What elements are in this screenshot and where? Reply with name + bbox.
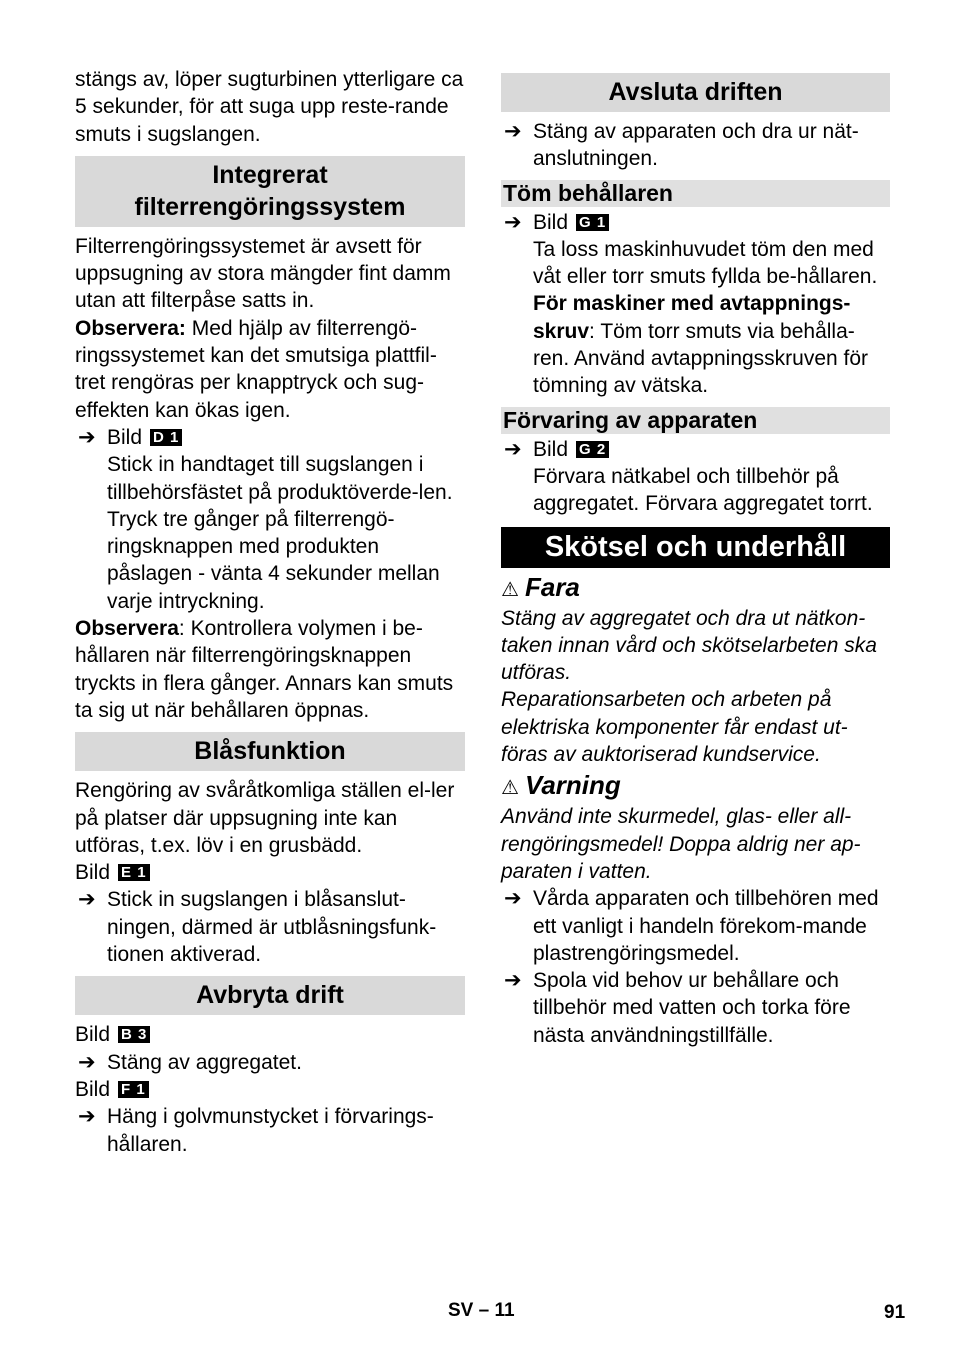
drain-screw-text <box>501 290 890 399</box>
figure-badge-d1: D 1 <box>150 429 182 446</box>
figure-badge-g2: G 2 <box>576 441 609 458</box>
note-label: Observera <box>75 617 179 641</box>
arrow-right-icon: ➔ <box>504 969 522 993</box>
bullet-text: Häng i golvmunstycket i förvarings-hållaren. <box>107 1105 434 1156</box>
filter-description: Filterrengöringssystemet är avsett för uppsugning av stora mängder fint damm utan att filterpåse satts in. <box>75 234 451 313</box>
warning-title: Varning <box>524 770 621 801</box>
warning-triangle-icon: ⚠ <box>501 777 519 800</box>
right-column <box>501 63 890 1049</box>
left-column <box>75 66 465 1158</box>
arrow-right-icon: ➔ <box>504 210 522 234</box>
subheading-storage: Förvaring av apparaten <box>501 407 890 434</box>
filter-note <box>75 315 465 424</box>
note-label: Observera: <box>75 316 186 340</box>
filter-note-2 <box>75 615 465 724</box>
storage-text: Förvara nätkabel och tillbehör på aggregatet. Förvara aggregatet torrt. <box>533 464 873 516</box>
arrow-right-icon: ➔ <box>504 887 522 911</box>
arrow-right-icon: ➔ <box>78 1105 96 1129</box>
bild-d1-text: Stick in handtaget till sugslangen i tillbehörsfästet på produktöverde-len. Tryck tre gånger på filterrengö-ringsknappen med produkten påslagen - vänta 4 sekunder mellan varje intryckning. <box>107 453 453 613</box>
intro-paragraph: stängs av, löper sugturbinen ytterligare ca 5 sekunder, för att suga upp reste-rande smuts i sugslangen. <box>75 68 464 146</box>
danger-heading <box>501 572 890 605</box>
figure-badge-g1: G 1 <box>576 214 609 231</box>
bullet-text: Stäng av aggregatet. <box>107 1050 302 1074</box>
bullet-text: Stick in sugslangen i blåsanslut-ningen, därmed är utblåsningsfunk-tionen aktiverad. <box>107 888 437 967</box>
bild-d1-item <box>75 424 465 451</box>
warning-heading <box>501 770 890 803</box>
bullet-text: Stäng av apparaten och dra ur nät-anslutningen. <box>533 120 859 171</box>
danger-text-2: Reparationsarbeten och arbeten på elektriska komponenter får endast ut-föras av auktoriserad kundservice. <box>501 688 848 767</box>
bullet-text: Spola vid behov ur behållare och tillbehör med vatten och torka före nästa användningstillfälle. <box>533 969 851 1047</box>
section-heading-blow-function: Blåsfunktion <box>75 732 465 771</box>
bild-g2-item <box>501 436 890 463</box>
note-text: : Kontrollera volymen i be-hållaren när filterrengöringsknappen tryckts in flera gånger. Annars kan smuts ta sig ut när behållaren öppnas. <box>75 617 454 722</box>
figure-badge-f1: F 1 <box>118 1081 149 1098</box>
bild-label: Bild <box>107 425 143 449</box>
arrow-right-icon: ➔ <box>78 425 96 449</box>
bullet-text: Vårda apparaten och tillbehören med ett vanligt i handeln förekom-mande plastrengöringsmedel. <box>533 887 879 965</box>
footer-section-page: SV – 11 <box>448 1300 515 1321</box>
bild-b3-line <box>75 1021 465 1048</box>
bild-label: Bild <box>75 1077 111 1101</box>
arrow-right-icon: ➔ <box>504 120 522 143</box>
empty-container-text: Ta loss maskinhuvudet töm den med våt eller torr smuts fyllda be-hållaren. <box>533 237 878 289</box>
section-heading-interrupt-operation: Avbryta drift <box>75 976 465 1015</box>
arrow-right-icon: ➔ <box>504 437 522 461</box>
section-heading-filter-cleaning: Integrerat filterrengöringssystem <box>75 156 465 227</box>
warning-triangle-icon: ⚠ <box>501 578 519 601</box>
drain-screw-desc: : Töm torr smuts via behålla-ren. Använd avtappningsskruven för tömning av vätska. <box>533 319 869 398</box>
danger-text-1: Stäng av aggregatet och dra ut nätkon-taken innan vård och skötselarbeten ska utföras. <box>501 606 877 685</box>
warning-text: Använd inte skurmedel, glas- eller all-rengöringsmedel! Doppa aldrig ner ap-paraten i vatten. <box>501 805 861 883</box>
chapter-heading-care-maintenance: Skötsel och underhåll <box>501 527 890 568</box>
bild-label: Bild <box>75 1023 111 1047</box>
interrupt-bullet-2 <box>75 1103 465 1158</box>
end-operation-bullet <box>501 118 890 173</box>
care-bullet-1 <box>501 885 890 967</box>
footer-page-number: 91 <box>884 1302 906 1323</box>
interrupt-bullet-1 <box>75 1049 465 1076</box>
note-text: Med hjälp av filterrengö-ringssystemet kan det smutsiga plattfil-tret rengöras per knapptryck och sug-effekten kan ökas igen. <box>75 316 437 422</box>
blow-description: Rengöring av svåråtkomliga ställen el-ler på platser där uppsugning inte kan utföras, t.ex. löv i en grusbädd. <box>75 779 455 857</box>
figure-badge-b3: B 3 <box>118 1026 150 1043</box>
subheading-empty-container: Töm behållaren <box>501 180 890 207</box>
bild-f1-line <box>75 1076 465 1103</box>
bild-label: Bild <box>75 861 111 885</box>
figure-badge-e1: E 1 <box>118 864 150 881</box>
care-bullet-2 <box>501 967 890 1049</box>
bild-label: Bild <box>533 437 569 461</box>
arrow-right-icon: ➔ <box>78 1050 96 1074</box>
bild-label: Bild <box>533 210 569 234</box>
drain-screw-label: För maskiner med avtappnings-skruv <box>533 292 851 343</box>
danger-title: Fara <box>524 571 580 602</box>
arrow-right-icon: ➔ <box>78 888 96 912</box>
bild-e1-line <box>75 859 465 886</box>
blow-bullet <box>75 886 465 968</box>
section-heading-end-operation: Avsluta driften <box>501 73 890 112</box>
bild-g1-item <box>501 209 890 236</box>
